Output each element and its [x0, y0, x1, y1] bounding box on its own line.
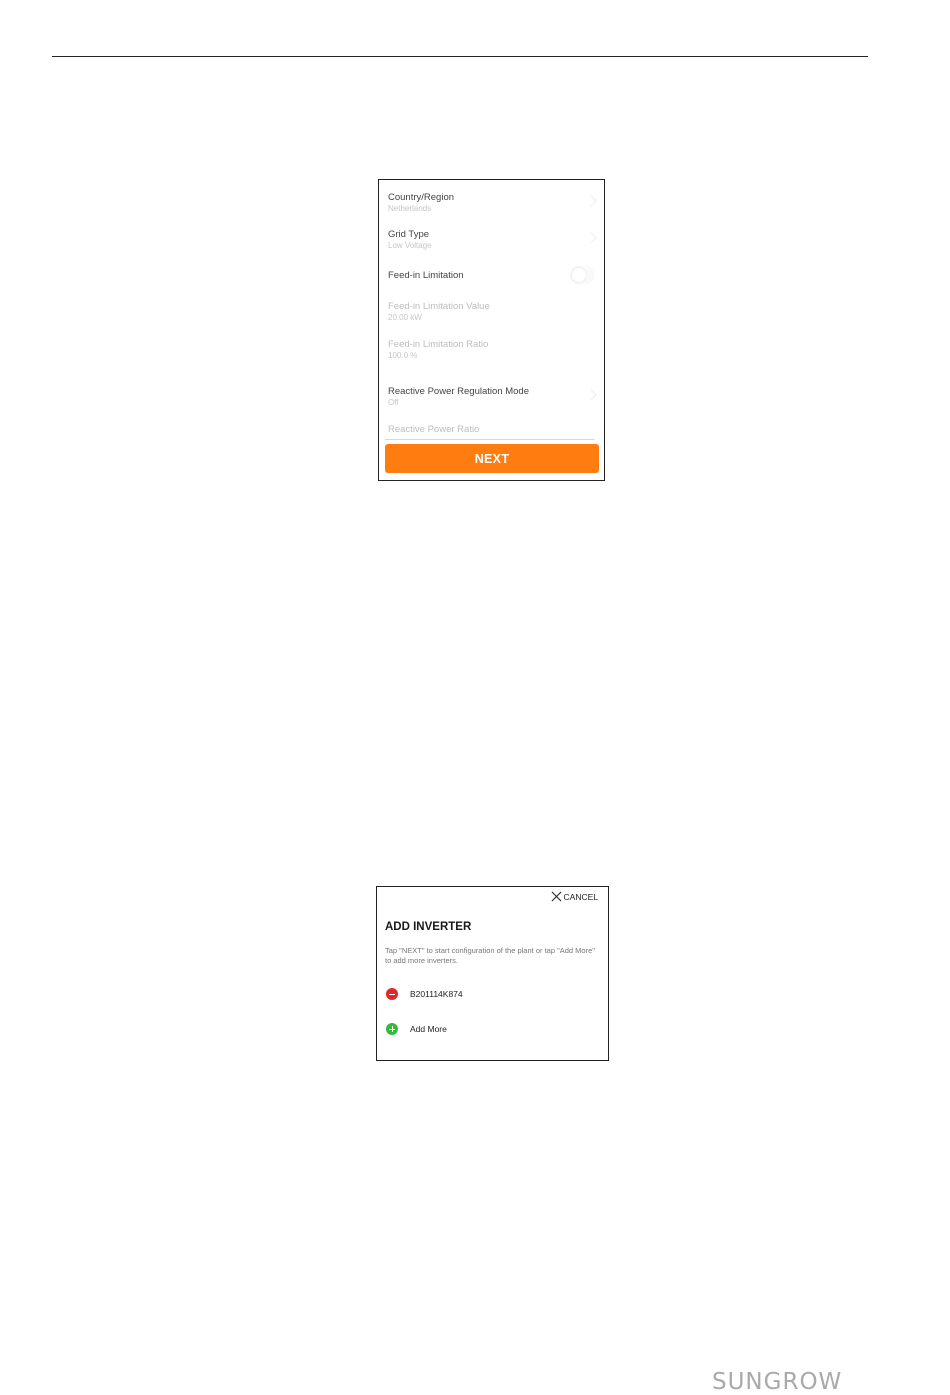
- country-region-label: Country/Region: [388, 192, 455, 203]
- cancel-button[interactable]: [551, 891, 598, 902]
- reactive-power-mode-value: Off: [388, 398, 399, 407]
- grid-type-row[interactable]: [388, 229, 595, 251]
- dialog-description: Tap "NEXT" to start configuration of the plant or tap "Add More" to add more inverters.: [385, 946, 595, 965]
- settings-screenshot: [378, 179, 605, 481]
- inverter-serial: B201114K874: [410, 989, 463, 999]
- country-region-row[interactable]: [388, 192, 595, 214]
- inverter-item: [386, 988, 463, 1000]
- feed-in-limitation-value-row[interactable]: [388, 301, 595, 323]
- close-icon: [551, 891, 562, 902]
- feed-in-limitation-ratio-label: Feed-in Limitation Ratio: [388, 339, 489, 350]
- remove-icon[interactable]: [386, 988, 398, 1000]
- header-rule: [52, 56, 868, 57]
- feed-in-limitation-ratio-value: 100.0 %: [388, 351, 418, 360]
- add-more-button[interactable]: [386, 1023, 447, 1035]
- add-icon: [386, 1023, 398, 1035]
- sungrow-logo: SUNGROW: [712, 1369, 843, 1395]
- add-inverter-dialog: [376, 886, 609, 1061]
- grid-type-label: Grid Type: [388, 229, 430, 240]
- add-more-label: Add More: [410, 1024, 447, 1034]
- feed-in-limitation-row: [388, 270, 595, 282]
- divider: [385, 439, 595, 440]
- reactive-power-mode-row[interactable]: [388, 386, 595, 408]
- grid-type-value: Low Voltage: [388, 241, 432, 250]
- country-region-value: Netherlands: [388, 204, 432, 213]
- feed-in-limitation-toggle[interactable]: [571, 267, 593, 283]
- dialog-title: ADD INVERTER: [385, 921, 472, 933]
- cancel-label: CANCEL: [563, 891, 598, 902]
- reactive-power-ratio-row[interactable]: [388, 424, 595, 436]
- next-button[interactable]: NEXT: [385, 444, 599, 473]
- feed-in-limitation-value-label: Feed-in Limitation Value: [388, 301, 490, 312]
- feed-in-limitation-value-value: 20.00 kW: [388, 313, 422, 322]
- reactive-power-mode-label: Reactive Power Regulation Mode: [388, 386, 529, 397]
- reactive-power-ratio-label: Reactive Power Ratio: [388, 424, 480, 435]
- feed-in-limitation-ratio-row[interactable]: [388, 339, 595, 361]
- feed-in-limitation-label: Feed-in Limitation: [388, 270, 464, 281]
